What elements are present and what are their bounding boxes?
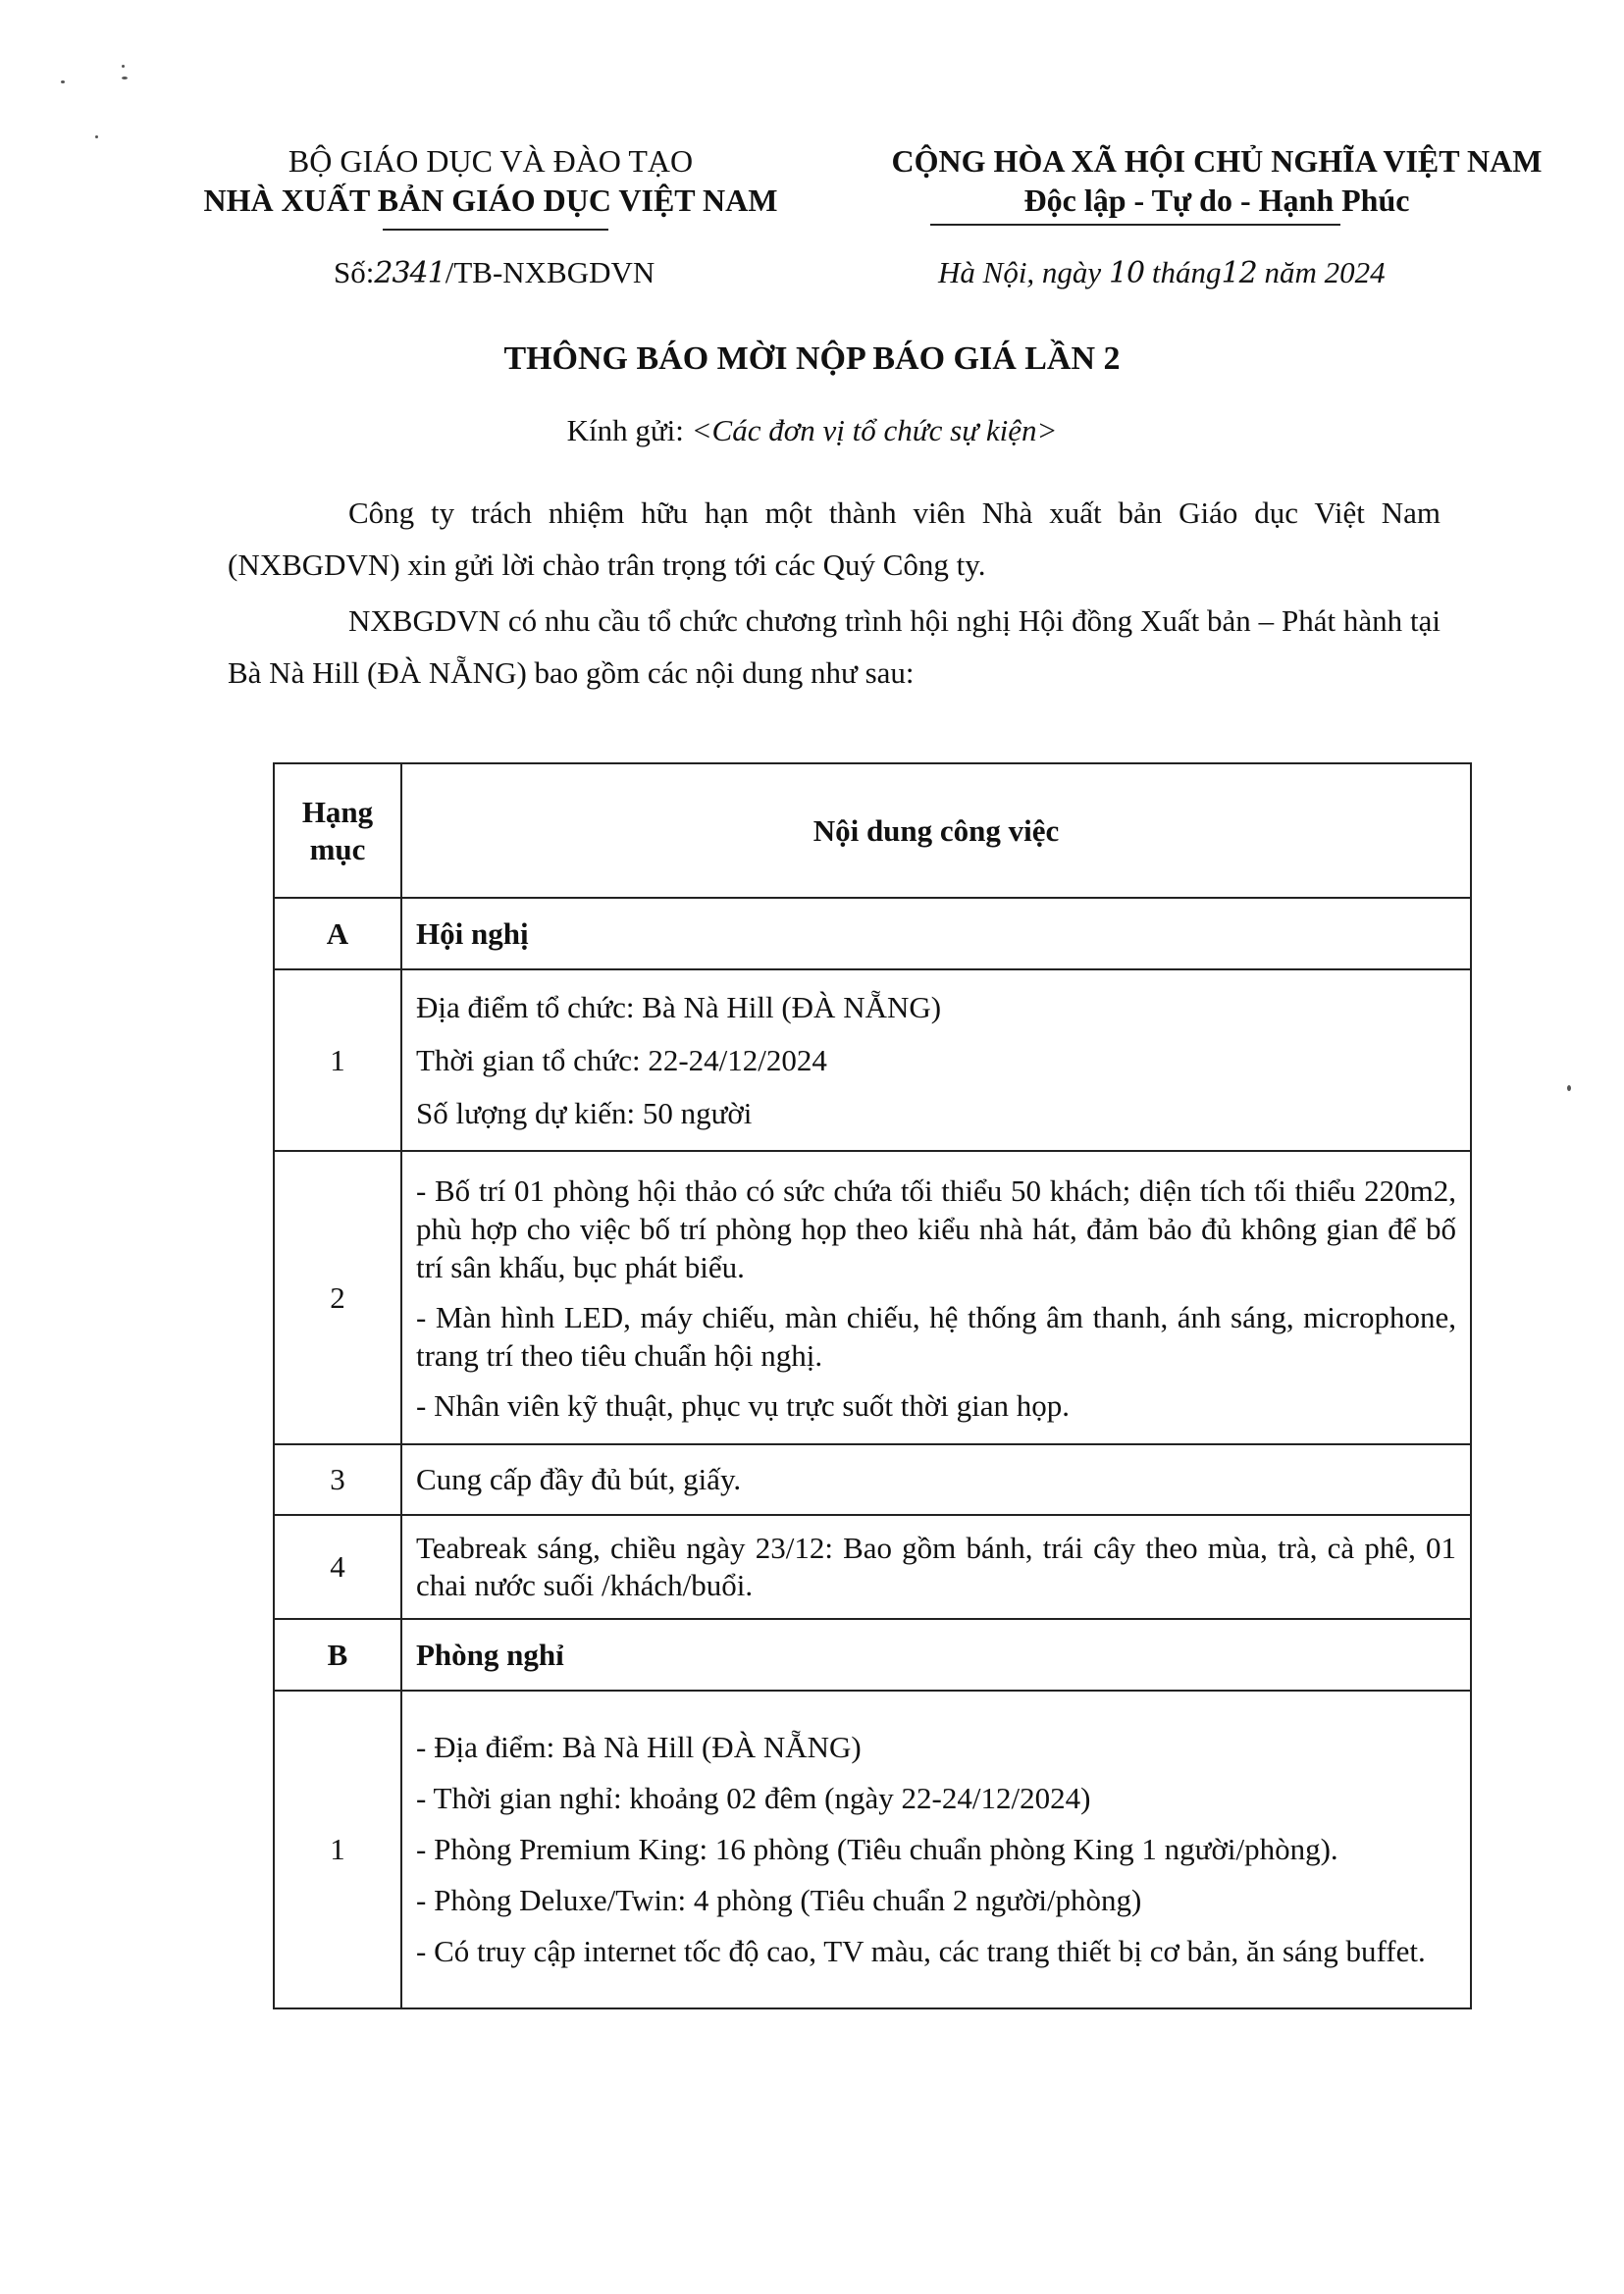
item-code: 2 bbox=[274, 1151, 401, 1444]
handwritten-day: 10 bbox=[1108, 256, 1145, 290]
document-number bbox=[334, 255, 655, 291]
handwritten-number: 2341 bbox=[374, 256, 445, 290]
ministry-name: BỘ GIÁO DỤC VÀ ĐÀO TẠO bbox=[288, 143, 694, 179]
motto-underline bbox=[930, 224, 1340, 226]
scan-speck bbox=[122, 65, 125, 68]
scan-speck bbox=[61, 80, 65, 83]
recipient-line bbox=[0, 413, 1624, 448]
header-content: Nội dung công việc bbox=[401, 763, 1471, 898]
scan-speck bbox=[1567, 1085, 1571, 1091]
publisher-name: NHÀ XUẤT BẢN GIÁO DỤC VIỆT NAM bbox=[203, 182, 778, 218]
work-items-table bbox=[273, 762, 1472, 2009]
request-paragraph bbox=[228, 595, 1441, 699]
section-row-a bbox=[274, 898, 1471, 969]
item-line: Số lượng dự kiến: 50 người bbox=[416, 1095, 753, 1130]
national-title: CỘNG HÒA XÃ HỘI CHỦ NGHĨA VIỆT NAM bbox=[891, 143, 1543, 179]
item-line: Thời gian tổ chức: 22-24/12/2024 bbox=[416, 1042, 827, 1077]
national-motto: Độc lập - Tự do - Hạnh Phúc bbox=[1023, 182, 1410, 218]
item-line: - Phòng Deluxe/Twin: 4 phòng (Tiêu chuẩn 2 người/phòng) bbox=[416, 1883, 1142, 1917]
notice-title: THÔNG BÁO MỜI NỘP BÁO GIÁ LẦN 2 bbox=[503, 340, 1121, 377]
year-text: năm 2024 bbox=[1264, 255, 1386, 289]
section-title: Hội nghị bbox=[401, 898, 1471, 969]
item-content bbox=[401, 1691, 1471, 2008]
item-line: - Nhân viên kỹ thuật, phục vụ trực suốt thời gian họp. bbox=[416, 1387, 1071, 1423]
section-title: Phòng nghỉ bbox=[401, 1619, 1471, 1691]
item-line: - Bố trí 01 phòng hội thảo có sức chứa tối thiểu 50 khách; diện tích tối thiểu 220m2, phù hợp cho việc bố trí phòng họp theo kiểu nhà hát, đảm bảo đủ không gian để bố trí sân khấu, bục phát biểu. bbox=[416, 1173, 1456, 1284]
table-row bbox=[274, 1151, 1471, 1444]
item-line: - Màn hình LED, máy chiếu, màn chiếu, hệ thống âm thanh, ánh sáng, microphone, trang trí theo tiêu chuẩn hội nghị. bbox=[416, 1299, 1456, 1373]
intro-text: Công ty trách nhiệm hữu hạn một thành viên Nhà xuất bản Giáo dục Việt Nam (NXBGDVN) xin gửi lời chào trân trọng tới các Quý Công ty. bbox=[228, 495, 1441, 582]
header-category: Hạng mục bbox=[274, 763, 401, 898]
month-label: tháng bbox=[1151, 255, 1222, 289]
table-row bbox=[274, 1444, 1471, 1515]
date-prefix: Hà Nội, ngày bbox=[938, 255, 1102, 289]
table-row bbox=[274, 1691, 1471, 2008]
document-date bbox=[938, 255, 1386, 291]
intro-paragraph bbox=[228, 487, 1441, 591]
section-row-b bbox=[274, 1619, 1471, 1691]
item-line: - Phòng Premium King: 16 phòng (Tiêu chuẩn phòng King 1 người/phòng). bbox=[416, 1832, 1338, 1866]
publisher-underline bbox=[383, 229, 608, 231]
recipient-label: Kính gửi: bbox=[566, 413, 692, 447]
item-code: 4 bbox=[274, 1515, 401, 1619]
item-code: 3 bbox=[274, 1444, 401, 1515]
item-content bbox=[401, 1151, 1471, 1444]
item-line: - Địa điểm: Bà Nà Hill (ĐÀ NẴNG) bbox=[416, 1730, 862, 1764]
table-row bbox=[274, 969, 1471, 1151]
item-line: Địa điểm tổ chức: Bà Nà Hill (ĐÀ NẴNG) bbox=[416, 989, 942, 1024]
item-content: Teabreak sáng, chiều ngày 23/12: Bao gồm bánh, trái cây theo mùa, trà, cà phê, 01 chai nước suối /khách/buổi. bbox=[401, 1515, 1471, 1619]
scan-speck bbox=[95, 135, 98, 138]
section-code: B bbox=[274, 1619, 401, 1691]
number-suffix: /TB-NXBGDVN bbox=[445, 255, 655, 289]
request-text: NXBGDVN có nhu cầu tổ chức chương trình hội nghị Hội đồng Xuất bản – Phát hành tại Bà Nà Hill (ĐÀ NẴNG) bao gồm các nội dung như sau: bbox=[228, 603, 1441, 690]
item-content bbox=[401, 969, 1471, 1151]
item-code: 1 bbox=[274, 1691, 401, 2008]
item-content: Cung cấp đầy đủ bút, giấy. bbox=[401, 1444, 1471, 1515]
scan-speck bbox=[122, 77, 128, 79]
table-row bbox=[274, 1515, 1471, 1619]
handwritten-month: 12 bbox=[1221, 256, 1257, 290]
item-line: - Có truy cập internet tốc độ cao, TV màu, các trang thiết bị cơ bản, ăn sáng buffet. bbox=[416, 1934, 1426, 1968]
item-line: - Thời gian nghỉ: khoảng 02 đêm (ngày 22-24/12/2024) bbox=[416, 1781, 1091, 1815]
number-prefix: Số: bbox=[334, 255, 375, 289]
table-header-row bbox=[274, 763, 1471, 898]
section-code: A bbox=[274, 898, 401, 969]
recipient-value: <Các đơn vị tổ chức sự kiện> bbox=[691, 413, 1058, 447]
item-code: 1 bbox=[274, 969, 401, 1151]
